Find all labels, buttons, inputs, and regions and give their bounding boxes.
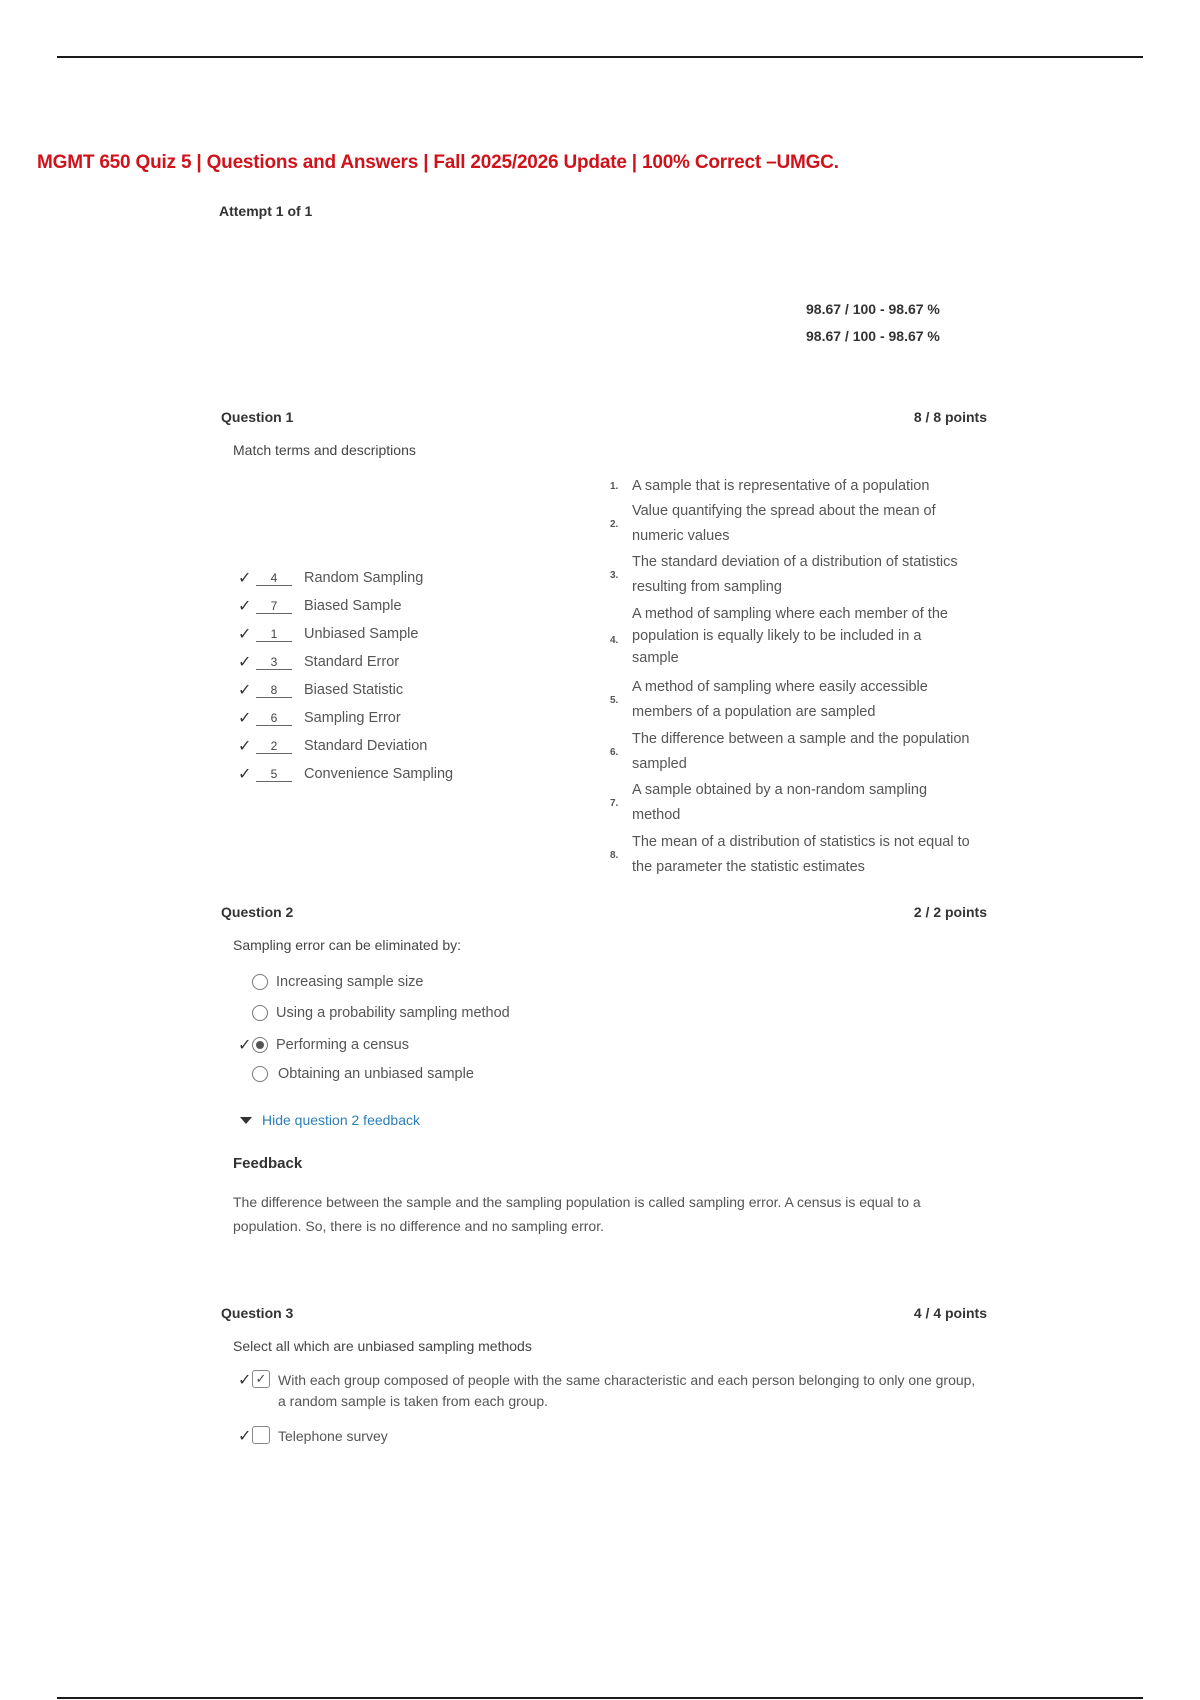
q3-option-label: Telephone survey [278, 1428, 388, 1444]
q2-option[interactable] [252, 974, 424, 990]
description-text: A method of sampling where easily accessible members of a population are sampled [632, 679, 928, 720]
description-text: The difference between a sample and the population sampled [632, 731, 970, 772]
match-answer[interactable]: 8 [256, 683, 292, 698]
q2-option-label: Performing a census [276, 1037, 409, 1053]
bottom-rule [57, 1697, 1143, 1699]
description-number: 3. [610, 570, 619, 581]
q2-option[interactable] [252, 1066, 474, 1082]
q3-option-label: With each group composed of people with the same characteristic and each person belonging to only one group, a random sample is taken from each group. [278, 1372, 976, 1409]
description-text: The mean of a distribution of statistics is not equal to the parameter the statistic estimates [632, 834, 970, 875]
feedback-heading: Feedback [233, 1155, 303, 1172]
description-item [612, 550, 972, 600]
radio-icon[interactable] [252, 974, 268, 990]
checkmark-icon: ✓ [238, 570, 252, 587]
hide-feedback-toggle[interactable] [240, 1112, 420, 1128]
match-row [238, 679, 403, 701]
match-row [238, 567, 423, 589]
match-row [238, 595, 402, 617]
question-1-prompt: Match terms and descriptions [233, 442, 416, 458]
description-text: A sample that is representative of a population [632, 478, 930, 494]
match-term: Sampling Error [304, 710, 401, 726]
checkmark-icon: ✓ [238, 1372, 252, 1389]
description-item [612, 675, 972, 725]
q2-option-label: Increasing sample size [276, 974, 424, 990]
match-row [238, 651, 399, 673]
q2-option-label: Obtaining an unbiased sample [278, 1066, 474, 1082]
match-answer[interactable]: 1 [256, 627, 292, 642]
checkmark-icon: ✓ [238, 1037, 252, 1054]
match-term: Biased Sample [304, 598, 402, 614]
hide-feedback-link[interactable]: Hide question 2 feedback [262, 1112, 420, 1128]
match-term: Convenience Sampling [304, 766, 454, 782]
question-2-prompt: Sampling error can be eliminated by: [233, 937, 462, 953]
description-number: 1. [610, 481, 619, 492]
description-text: The standard deviation of a distribution of statistics resulting from sampling [632, 554, 958, 595]
match-row [238, 763, 453, 785]
attempt-score-value: 98.67 / 100 - 98.67 % [806, 301, 940, 317]
q3-option[interactable] [238, 1426, 978, 1447]
description-item [612, 499, 972, 549]
question-1-points: 8 / 8 points [913, 409, 987, 425]
match-answer[interactable]: 4 [256, 571, 292, 586]
checkmark-icon: ✓ [238, 738, 252, 755]
checkmark-icon: ✓ [238, 710, 252, 727]
match-answer[interactable]: 2 [256, 739, 292, 754]
match-answer[interactable]: 5 [256, 767, 292, 782]
q2-option-selected[interactable] [238, 1035, 409, 1055]
description-item [612, 778, 972, 828]
top-rule [57, 56, 1143, 58]
match-row [238, 735, 427, 757]
checkmark-icon: ✓ [238, 598, 252, 615]
match-answer[interactable]: 7 [256, 599, 292, 614]
description-number: 4. [610, 635, 619, 646]
match-term: Unbiased Sample [304, 626, 419, 642]
feedback-text: The difference between the sample and the sampling population is called sampling error. A census is equal to a population. So, there is no difference and no sampling error. [233, 1194, 921, 1234]
description-number: 2. [610, 519, 619, 530]
description-text: A method of sampling where each member of the population is equally likely to be included in a sample [632, 606, 948, 666]
caret-down-icon [240, 1117, 252, 1124]
match-answer[interactable]: 6 [256, 711, 292, 726]
question-3-points: 4 / 4 points [913, 1305, 987, 1321]
radio-icon[interactable] [252, 1037, 268, 1053]
description-item [612, 727, 972, 777]
description-number: 8. [610, 850, 619, 861]
checkmark-icon: ✓ [238, 626, 252, 643]
question-2-heading: Question 2 [221, 904, 294, 920]
checkmark-icon: ✓ [238, 1428, 252, 1445]
q3-option[interactable] [238, 1370, 978, 1412]
q2-option[interactable] [252, 1005, 510, 1021]
overall-grade-value: 98.67 / 100 - 98.67 % [806, 328, 940, 344]
match-term: Biased Statistic [304, 682, 404, 698]
document-title: MGMT 650 Quiz 5 | Questions and Answers | Fall 2025/2026 Update | 100% Correct –UMGC. [37, 152, 839, 173]
description-text: Value quantifying the spread about the mean of numeric values [632, 503, 936, 544]
attempt-label: Attempt 1 of 1 [219, 203, 313, 219]
checkmark-icon: ✓ [238, 766, 252, 783]
checkbox-icon[interactable]: ✓ [252, 1370, 270, 1388]
question-1-heading: Question 1 [221, 409, 294, 425]
description-number: 7. [610, 798, 619, 809]
question-2-points: 2 / 2 points [913, 904, 987, 920]
match-term: Random Sampling [304, 570, 424, 586]
match-row [238, 623, 418, 645]
radio-icon[interactable] [252, 1005, 268, 1021]
description-item [612, 830, 972, 880]
question-3-heading: Question 3 [221, 1305, 294, 1321]
checkbox-icon[interactable] [252, 1426, 270, 1444]
description-item [612, 603, 972, 669]
match-answer[interactable]: 3 [256, 655, 292, 670]
question-3-prompt: Select all which are unbiased sampling methods [233, 1338, 532, 1354]
description-item [612, 474, 972, 499]
checkmark-icon: ✓ [238, 654, 252, 671]
description-text: A sample obtained by a non-random sampling method [632, 782, 928, 823]
radio-icon[interactable] [252, 1066, 268, 1082]
match-term: Standard Deviation [304, 738, 428, 754]
q2-option-label: Using a probability sampling method [276, 1005, 510, 1021]
description-number: 5. [610, 695, 619, 706]
description-number: 6. [610, 747, 619, 758]
match-row [238, 707, 401, 729]
checkmark-icon: ✓ [238, 682, 252, 699]
match-term: Standard Error [304, 654, 400, 670]
